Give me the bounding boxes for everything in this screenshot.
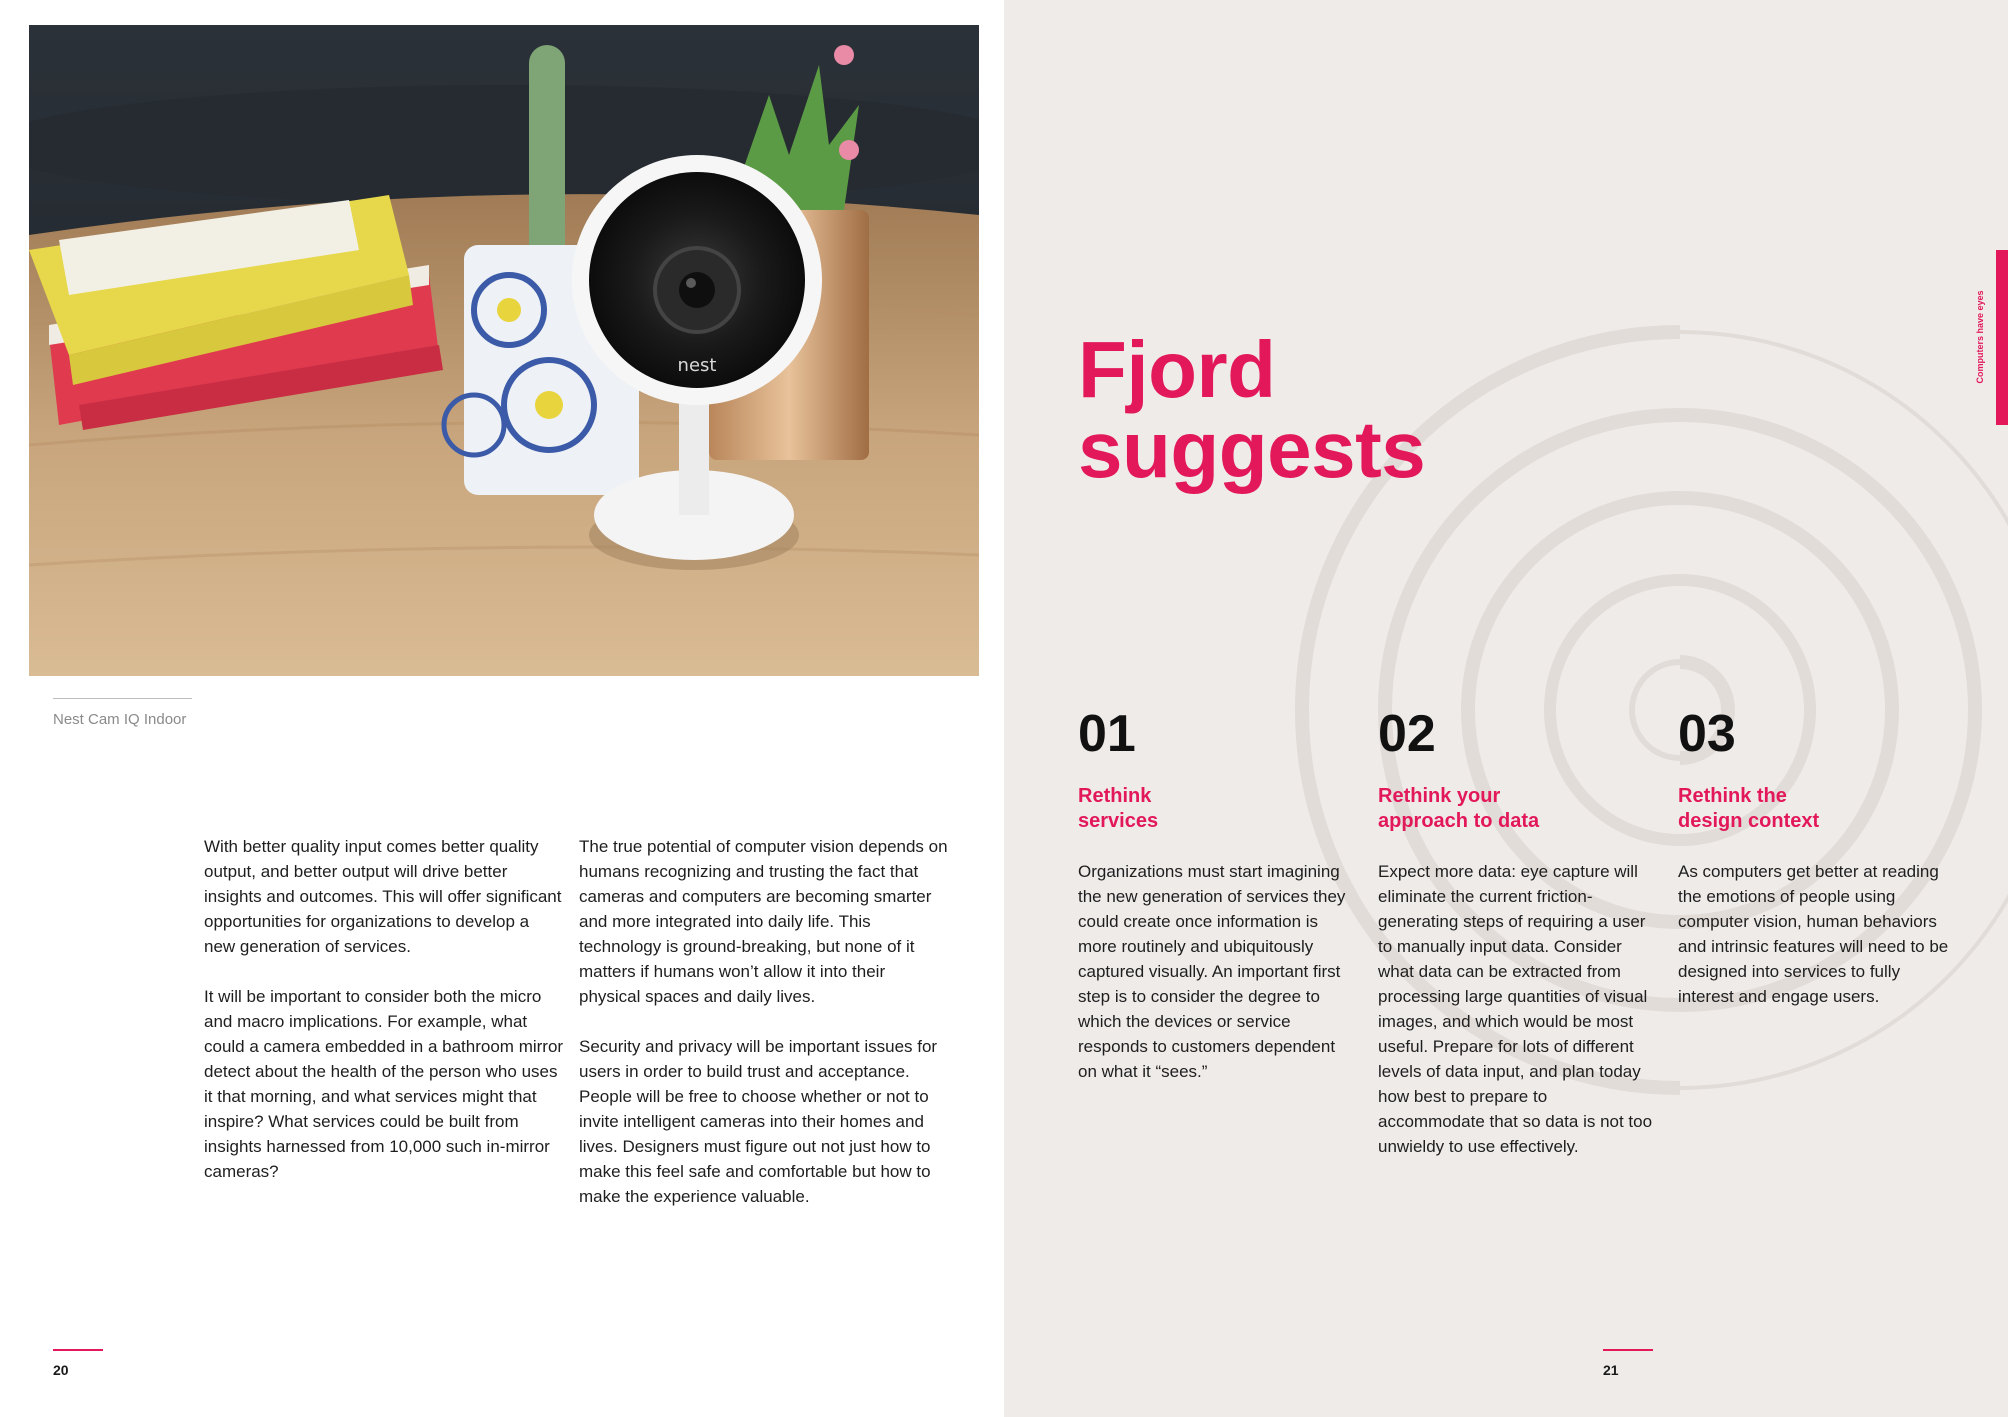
section-tab [1996,250,2008,425]
step-heading: Rethink your approach to data [1378,785,1540,832]
caption-rule [53,698,192,699]
step-number: 02 [1378,705,1436,763]
step-2 [1378,704,1658,1159]
page-number: 21 [1603,1362,1619,1378]
page-title: Fjord suggests [1078,325,1426,494]
step-body: Organizations must start imagining the new generation of services they could create once information is more routinely and ubiquitously captured visually. An important first step is to consider the degree to which the devices or service responds to customers dependent on what it “sees.” [1078,862,1346,1081]
step-body: As computers get better at reading the emotions of people using computer vision, human behaviors and intrinsic features will need to be designed into services to fully interest and engage users. [1678,862,1949,1006]
step-heading: Rethink services [1078,785,1159,832]
section-label: Computers have eyes [1975,290,1985,384]
folio-rule [1603,1349,1653,1351]
right-page [1004,0,2008,1417]
page-number: 20 [53,1362,69,1378]
step-body: Expect more data: eye capture will eliminate the current friction-generating steps of requiring a user to manually input data. Consider what data can be extracted from processing large quantities of visual images, and which would be most useful. Prepare for lots of different levels of data input, and plan today how best to prepare to accommodate that so data is not too unwieldy to use effectively. [1378,862,1653,1156]
paragraph: It will be important to consider both the micro and macro implications. For example, what could a camera embedded in a bathroom mirror detect about the health of the person who uses it that morning, and what services might that inspire? What services could be built from insights harnessed from 10,000 such in-mirror cameras? [204,987,564,1181]
folio-rule [53,1349,103,1351]
step-3 [1678,704,1958,1009]
nest-camera-photo [29,25,979,676]
paragraph: The true potential of computer vision depends on humans recognizing and trusting the fact that cameras and computers are becoming smarter and more integrated into daily life. This technology is ground-breaking, but none of it matters if humans won’t allow it into their physical spaces and daily lives. [579,837,948,1006]
photo-caption: Nest Cam IQ Indoor [53,711,187,728]
body-column-1 [204,834,564,1209]
body-column-2 [579,834,949,1234]
step-number: 03 [1678,705,1736,763]
camera-logo: nest [677,355,717,376]
step-heading: Rethink the design context [1678,785,1820,832]
paragraph: Security and privacy will be important issues for users in order to build trust and acceptance. People will be free to choose whether or not to invite intelligent cameras into their homes and lives. Designers must figure out not just how to make this feel safe and comfortable but how to make the experience valuable. [579,1037,938,1206]
paragraph: With better quality input comes better quality output, and better output will drive better insights and outcomes. This will offer significant opportunities for organizations to develop a new generation of services. [204,837,562,956]
step-number: 01 [1078,705,1136,763]
step-1 [1078,704,1358,1084]
